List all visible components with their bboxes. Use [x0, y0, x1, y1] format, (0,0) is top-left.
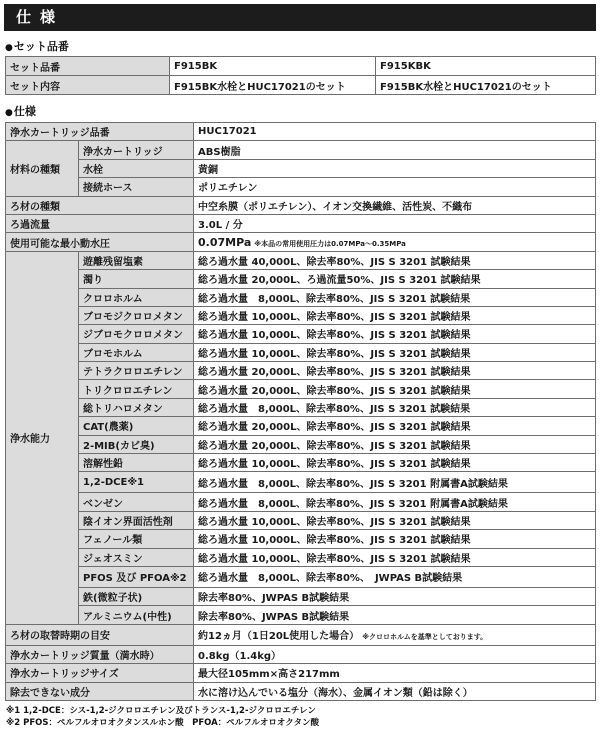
spec-banner: 仕様 [4, 4, 596, 31]
table-row [6, 398, 596, 416]
spec-sub-label-cell: 浄水カートリッジ [79, 141, 194, 159]
spec-value-cell: 総ろ過水量 20,000L、ろ過流量50%、JIS S 3201 試験結果 [194, 270, 596, 288]
table-row [6, 270, 596, 288]
set-label-cell: セット内容 [6, 76, 170, 95]
table-row [6, 123, 596, 141]
table-row [6, 511, 596, 529]
set-table [5, 56, 596, 95]
spec-sub-label-cell: ブロモホルム [79, 343, 194, 361]
min-pressure-note: ※本品の常用使用圧力は0.07MPa〜0.35MPa [254, 239, 406, 248]
spec-value-cell: 総ろ過水量 10,000L、除去率80%、JIS S 3201 試験結果 [194, 454, 596, 472]
spec-sub-label-cell: アルミニウム(中性) [79, 606, 194, 624]
spec-value-cell: 総ろ過水量 10,000L、除去率80%、JIS S 3201 試験結果 [194, 343, 596, 361]
spec-sub-label-cell: CAT(農薬) [79, 417, 194, 435]
spec-value-cell: 総ろ過水量 8,000L、除去率80%、JIS S 3201 試験結果 [194, 398, 596, 416]
table-row [6, 493, 596, 511]
bullet-icon: ● [5, 43, 13, 53]
table-row [6, 343, 596, 361]
spec-value-cell: 総ろ過水量 20,000L、除去率80%、JIS S 3201 試験結果 [194, 417, 596, 435]
spec-sub-label-cell: テトラクロロエチレン [79, 362, 194, 380]
spec-value-cell: 総ろ過水量 8,000L、除去率80%、 JWPAS B試験結果 [194, 566, 596, 587]
spec-value-cell: 最大径105mm×高さ217mm [194, 664, 596, 682]
spec-section-title-text: 仕様 [13, 105, 36, 118]
table-row [6, 178, 596, 196]
table-row [6, 606, 596, 624]
spec-label-cell: ろ材の種類 [6, 196, 194, 214]
set-value-cell: F915KBK [376, 57, 596, 76]
replacement-note: ※クロロホルムを基準としております。 [362, 633, 488, 642]
spec-value-cell: 総ろ過水量 40,000L、除去率80%、JIS S 3201 試験結果 [194, 251, 596, 269]
spec-value-cell [194, 233, 596, 251]
spec-sub-label-cell: 2-MIB(カビ臭) [79, 435, 194, 453]
spec-sub-label-cell: フェノール類 [79, 530, 194, 548]
footnote-2: ※2 PFOS：ペルフルオロオクタンスルホン酸 PFOA：ペルフルオロオクタン酸 [6, 718, 320, 728]
spec-value-cell: 0.8kg（1.4kg） [194, 645, 596, 663]
table-row [6, 251, 596, 269]
spec-value-cell: 総ろ過水量 10,000L、除去率80%、JIS S 3201 試験結果 [194, 511, 596, 529]
spec-label-cell: 使用可能な最小動水圧 [6, 233, 194, 251]
table-row [6, 566, 596, 587]
footnotes [6, 705, 319, 729]
spec-sub-label-cell: 総トリハロメタン [79, 398, 194, 416]
table-row [6, 380, 596, 398]
spec-sub-label-cell: トリクロロエチレン [79, 380, 194, 398]
spec-value-cell: 総ろ過水量 8,000L、除去率80%、JIS S 3201 附属書A試験結果 [194, 472, 596, 493]
spec-value-cell: ポリエチレン [194, 178, 596, 196]
spec-value-cell: 総ろ過水量 10,000L、除去率80%、JIS S 3201 試験結果 [194, 306, 596, 324]
spec-value-cell: ABS樹脂 [194, 141, 596, 159]
spec-value-cell: 総ろ過水量 10,000L、除去率80%、JIS S 3201 試験結果 [194, 530, 596, 548]
table-row [6, 325, 596, 343]
spec-sub-label-cell: 接続ホース [79, 178, 194, 196]
spec-sub-label-cell: 水栓 [79, 159, 194, 177]
table-row [6, 57, 596, 76]
spec-value-cell: 総ろ過水量 20,000L、除去率80%、JIS S 3201 試験結果 [194, 380, 596, 398]
set-section-title-text: セット品番 [13, 40, 69, 53]
spec-sub-label-cell: ブロモジクロロメタン [79, 306, 194, 324]
footnote-1: ※1 1,2-DCE：シス-1,2-ジクロロエチレン及びトランス-1,2-ジクロロエチレン [6, 706, 316, 716]
spec-value-cell: 総ろ過水量 20,000L、除去率80%、JIS S 3201 試験結果 [194, 435, 596, 453]
spec-sub-label-cell: 1,2-DCE※1 [79, 472, 194, 493]
spec-label-cell: 浄水カートリッジ質量（満水時） [6, 645, 194, 663]
spec-value-cell: 中空糸膜（ポリエチレン）、イオン交換繊維、活性炭、不織布 [194, 196, 596, 214]
spec-label-cell: ろ過流量 [6, 214, 194, 232]
table-row [6, 624, 596, 645]
spec-value-cell: 総ろ過水量 10,000L、除去率80%、JIS S 3201 試験結果 [194, 548, 596, 566]
spec-label-cell: 除去できない成分 [6, 682, 194, 700]
spec-value-cell: 総ろ過水量 20,000L、除去率80%、JIS S 3201 試験結果 [194, 362, 596, 380]
table-row [6, 141, 596, 159]
spec-sub-label-cell: 遊離残留塩素 [79, 251, 194, 269]
table-row [6, 214, 596, 232]
table-row [6, 159, 596, 177]
spec-label-cell: 浄水カートリッジ品番 [6, 123, 194, 141]
spec-label-cell: 浄水能力 [6, 251, 79, 624]
set-value-cell: F915BK水栓とHUC17021のセット [376, 76, 596, 95]
spec-value-cell: HUC17021 [194, 123, 596, 141]
spec-value-cell: 水に溶け込んでいる塩分（海水）、金属イオン類（鉛は除く） [194, 682, 596, 700]
spec-value-cell: 除去率80%、JWPAS B試験結果 [194, 587, 596, 605]
spec-value-cell: 黄銅 [194, 159, 596, 177]
table-row [6, 587, 596, 605]
spec-sub-label-cell: 鉄(微粒子状) [79, 587, 194, 605]
table-row [6, 645, 596, 663]
min-pressure-value: 0.07MPa [198, 235, 252, 249]
spec-section-title [5, 103, 36, 119]
spec-label-cell: 材料の種類 [6, 141, 79, 196]
spec-sub-label-cell: ベンゼン [79, 493, 194, 511]
table-row [6, 362, 596, 380]
set-value-cell: F915BK [170, 57, 376, 76]
set-section-title [5, 38, 69, 54]
set-label-cell: セット品番 [6, 57, 170, 76]
table-row [6, 76, 596, 95]
spec-value-cell [194, 624, 596, 645]
spec-value-cell: 3.0L / 分 [194, 214, 596, 232]
table-row [6, 682, 596, 700]
spec-sub-label-cell: ジブロモクロロメタン [79, 325, 194, 343]
spec-sub-label-cell: 溶解性鉛 [79, 454, 194, 472]
spec-table [5, 122, 596, 701]
table-row [6, 306, 596, 324]
table-row [6, 664, 596, 682]
table-row [6, 454, 596, 472]
spec-value-cell: 総ろ過水量 10,000L、除去率80%、JIS S 3201 試験結果 [194, 325, 596, 343]
table-row [6, 196, 596, 214]
replacement-value: 約12ヵ月（1日20L使用した場合） [198, 631, 360, 643]
table-row [6, 233, 596, 251]
set-value-cell: F915BK水栓とHUC17021のセット [170, 76, 376, 95]
spec-label-cell: 浄水カートリッジサイズ [6, 664, 194, 682]
table-row [6, 435, 596, 453]
spec-sub-label-cell: ジェオスミン [79, 548, 194, 566]
spec-value-cell: 除去率80%、JWPAS B試験結果 [194, 606, 596, 624]
spec-sub-label-cell: 濁り [79, 270, 194, 288]
spec-value-cell: 総ろ過水量 8,000L、除去率80%、JIS S 3201 附属書A試験結果 [194, 493, 596, 511]
spec-value-cell: 総ろ過水量 8,000L、除去率80%、JIS S 3201 試験結果 [194, 288, 596, 306]
table-row [6, 288, 596, 306]
spec-sub-label-cell: クロロホルム [79, 288, 194, 306]
bullet-icon: ● [5, 108, 13, 118]
spec-sub-label-cell: PFOS 及び PFOA※2 [79, 566, 194, 587]
spec-sub-label-cell: 陰イオン界面活性剤 [79, 511, 194, 529]
table-row [6, 530, 596, 548]
spec-label-cell: ろ材の取替時期の目安 [6, 624, 194, 645]
table-row [6, 472, 596, 493]
table-row [6, 417, 596, 435]
table-row [6, 548, 596, 566]
